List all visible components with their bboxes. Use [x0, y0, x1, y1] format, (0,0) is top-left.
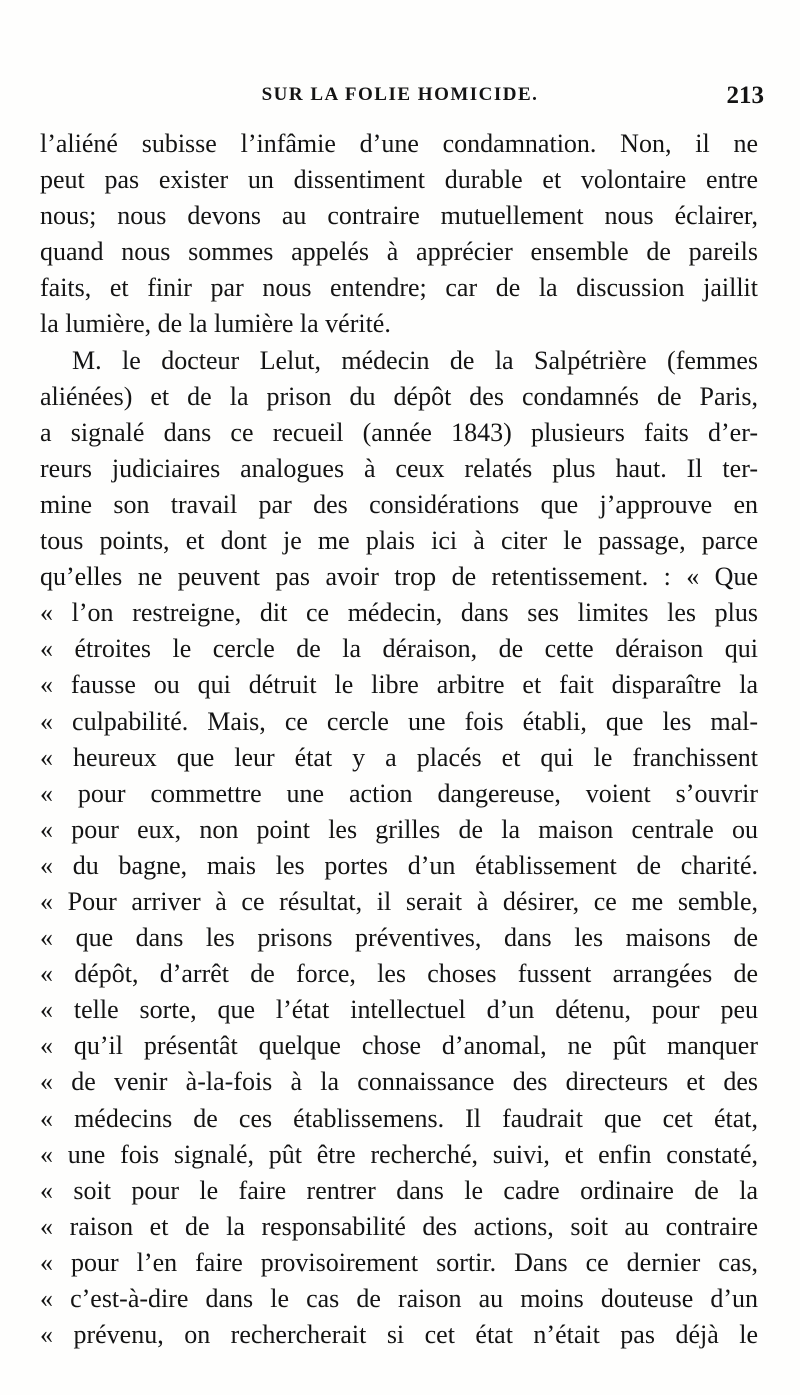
text-line: « étroites le cercle de la déraison, de cette déraison qui — [40, 634, 758, 664]
text-line: « pour l’en faire provisoirement sortir. Dans ce dernier cas, — [40, 1247, 758, 1277]
text-line: aliénées) et de la prison du dépôt des condamnés de Paris, — [40, 381, 758, 411]
running-title: SUR LA FOLIE HOMICIDE. — [261, 84, 539, 105]
text-line: « que dans les prisons préventives, dans les maisons de — [40, 923, 758, 953]
text-line: qu’elles ne peuvent pas avoir trop de retentissement. : « Que — [40, 562, 758, 592]
text-line: « raison et de la responsabilité des actions, soit au contraire — [40, 1211, 758, 1241]
text-line: « culpabilité. Mais, ce cercle une fois établi, que les mal- — [40, 706, 758, 736]
text-line: « Pour arriver à ce résultat, il serait à désirer, ce me semble, — [40, 886, 758, 916]
text-line: « telle sorte, que l’état intellectuel d’un détenu, pour peu — [40, 995, 758, 1025]
text-line: nous; nous devons au contraire mutuellement nous éclairer, — [40, 201, 758, 231]
text-line: « heureux que leur état y a placés et qui le franchissent — [40, 742, 758, 772]
text-line: peut pas exister un dissentiment durable et volontaire entre — [40, 165, 758, 195]
text-line: « soit pour le faire rentrer dans le cadre ordinaire de la — [40, 1175, 758, 1205]
text-line: tous points, et dont je me plais ici à citer le passage, parce — [40, 526, 758, 556]
text-line: « dépôt, d’arrêt de force, les choses fussent arrangées de — [40, 959, 758, 989]
text-line: « c’est-à-dire dans le cas de raison au moins douteuse d’un — [40, 1284, 758, 1313]
running-head — [40, 82, 764, 114]
text-line: l’aliéné subisse l’infâmie d’une condamnation. Non, il ne — [40, 129, 758, 158]
text-line: faits, et finir par nous entendre; car de la discussion jaillit — [40, 273, 758, 303]
text-line: « médecins de ces établissemens. Il faudrait que cet état, — [40, 1103, 758, 1133]
text-line: reurs judiciaires analogues à ceux relatés plus haut. Il ter- — [40, 453, 758, 483]
text-line: M. le docteur Lelut, médecin de la Salpétrière (femmes — [72, 345, 758, 375]
text-line: a signalé dans ce recueil (année 1843) plusieurs faits d’er- — [40, 417, 758, 447]
text-line: quand nous sommes appelés à apprécier ensemble de pareils — [40, 237, 758, 267]
text-line: mine son travail par des considérations que j’approuve en — [40, 489, 758, 519]
text-line: « fausse ou qui détruit le libre arbitre et fait disparaître la — [40, 670, 758, 700]
text-line: la lumière, de la lumière la vérité. — [40, 309, 391, 339]
text-line: « de venir à-la-fois à la connaissance des directeurs et des — [40, 1067, 758, 1097]
text-line: « l’on restreigne, dit ce médecin, dans ses limites les plus — [40, 598, 758, 628]
text-line: « pour eux, non point les grilles de la maison centrale ou — [40, 814, 758, 844]
text-line: « prévenu, on rechercherait si cet état n’était pas déjà le — [40, 1320, 758, 1350]
text-line: « du bagne, mais les portes d’un établissement de charité. — [40, 850, 758, 880]
text-line: « une fois signalé, pût être recherché, suivi, et enfin constaté, — [40, 1139, 758, 1169]
page-number: 213 — [726, 82, 764, 109]
text-line: « qu’il présentât quelque chose d’anomal, ne pût manquer — [40, 1031, 758, 1061]
text-line: « pour commettre une action dangereuse, voient s’ouvrir — [40, 778, 758, 808]
body-text — [40, 126, 758, 1353]
